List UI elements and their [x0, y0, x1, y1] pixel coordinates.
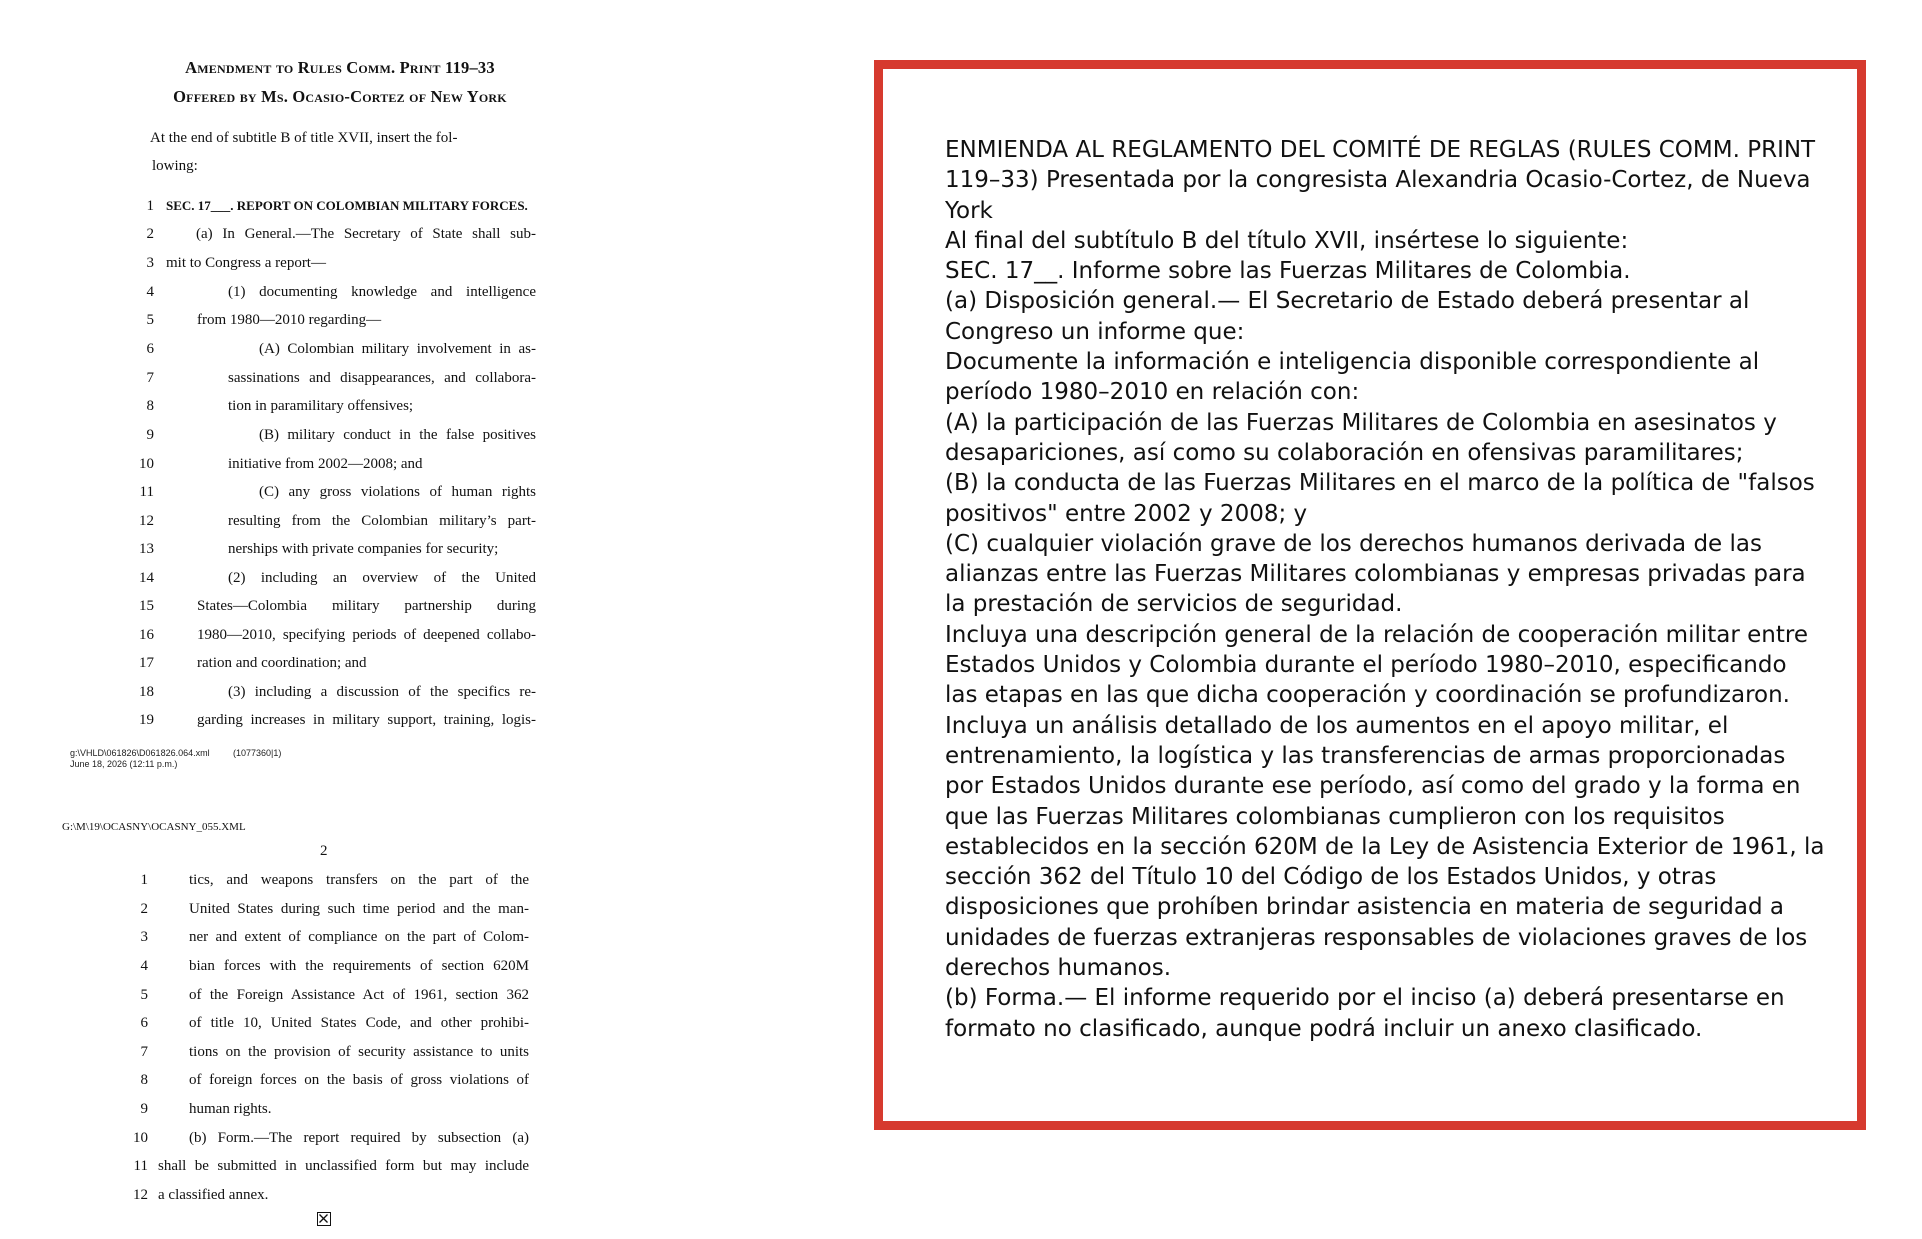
line-text: ration and coordination; and: [197, 655, 367, 671]
line-number: 11: [139, 484, 154, 500]
translation-paragraph: (a) Disposición general.— El Secretario de Estado deberá presentar al Congreso un informe que:: [945, 288, 1750, 345]
line-number: 2: [146, 226, 154, 242]
line-number: 10: [133, 1130, 148, 1146]
line-number: 6: [146, 341, 154, 357]
line-number: 12: [139, 513, 154, 529]
line-number: 7: [146, 370, 154, 386]
original-document-image: [0, 0, 620, 1239]
line-number: 3: [140, 929, 148, 945]
line-number: 1: [140, 872, 148, 888]
line-text: of foreign forces on the basis of gross violations of: [189, 1072, 529, 1088]
line-number: 8: [140, 1072, 148, 1088]
translation-paragraph: Incluya una descripción general de la relación de cooperación militar entre Estados Unidos y Colombia durante el período 1980–2010, especificando las etapas en las que dicha cooperación y coordinación se profundizaron.: [945, 621, 1808, 709]
line-text: tion in paramilitary offensives;: [228, 398, 414, 414]
line-number: 4: [146, 284, 154, 300]
line-text: (a) In General.—The Secretary of State shall sub-: [196, 226, 536, 242]
footer-file-path: g:\VHLD\061826\D061826.064.xml: [70, 748, 210, 758]
line-text: ner and extent of compliance on the part of Colom-: [189, 929, 529, 945]
translation-paragraph: Incluya un análisis detallado de los aumentos en el apoyo militar, el entrenamiento, la logística y las transferencias de armas proporcionadas por Estados Unidos durante ese período, así como del grado y la forma en que las Fuerzas Militares colombianas cumplieron con los requisitos establecidos en la sección 620M de la Ley de Asistencia Exterior de 1961, la sección 362 del Título 10 del Código de los Estados Unidos, y otras disposiciones que prohíben brindar asistencia en materia de seguridad a unidades de fuerzas extranjeras responsables de violaciones graves de los derechos humanos.: [945, 712, 1825, 982]
line-text: tics, and weapons transfers on the part of the: [189, 872, 529, 888]
footer-document-id: (1077360|1): [233, 748, 282, 758]
line-text: States—Colombia military partnership during: [197, 598, 536, 614]
footer-date: June 18, 2026 (12:11 p.m.): [70, 759, 178, 769]
line-text: (1) documenting knowledge and intelligence: [228, 284, 536, 300]
line-text: garding increases in military support, training, logis-: [197, 712, 536, 728]
translation-title: ENMIENDA AL REGLAMENTO DEL COMITÉ DE REGLAS (RULES COMM. PRINT 119–33) Presentada por la congresista Alexandria Ocasio-Cortez, de Nueva York: [945, 137, 1816, 224]
line-number: 10: [139, 456, 154, 472]
translation-panel: [874, 60, 1866, 1130]
line-text: (C) any gross violations of human rights: [259, 484, 536, 500]
line-number: 3: [146, 255, 154, 271]
line-number: 5: [146, 312, 154, 328]
translation-paragraph: Documente la información e inteligencia disponible correspondiente al período 1980–2010 en relación con:: [945, 349, 1760, 406]
line-number: 18: [139, 684, 154, 700]
line-number: 9: [146, 427, 154, 443]
line-number: 2: [140, 901, 148, 917]
line-number: 19: [139, 712, 154, 728]
translation-paragraph: Al final del subtítulo B del título XVII, insértese lo siguiente:: [945, 227, 1629, 254]
line-text: bian forces with the requirements of section 620M: [189, 958, 529, 974]
line-number: 14: [139, 570, 154, 586]
translation-text: [945, 135, 1825, 1044]
line-number: 11: [133, 1158, 148, 1174]
line-text: (3) including a discussion of the specifics re-: [228, 684, 536, 700]
line-text: (b) Form.—The report required by subsection (a): [189, 1130, 529, 1146]
line-number: 1: [146, 198, 154, 214]
line-text: United States during such time period and the man-: [189, 901, 529, 917]
line-text: initiative from 2002—2008; and: [228, 456, 423, 472]
amendment-heading: Amendment to Rules Comm. Print 119–33: [185, 58, 495, 77]
line-text: sassinations and disappearances, and collabora-: [228, 370, 536, 386]
line-number: 16: [139, 627, 154, 643]
line-text: (B) military conduct in the false positives: [259, 427, 536, 443]
intro-line-1: At the end of subtitle B of title XVII, insert the fol-: [150, 130, 458, 146]
line-text: 1980—2010, specifying periods of deepened collabo-: [197, 627, 536, 643]
line-number: 15: [139, 598, 154, 614]
line-number: 9: [140, 1101, 148, 1117]
line-text: human rights.: [189, 1101, 272, 1117]
line-text: mit to Congress a report—: [166, 255, 326, 271]
line-number: 6: [140, 1015, 148, 1031]
line-number: 17: [139, 655, 154, 671]
line-text: a classified annex.: [158, 1187, 269, 1203]
page-2-header-path: G:\M\19\OCASNY\OCASNY_055.XML: [62, 821, 246, 833]
line-text: tions on the provision of security assistance to units: [189, 1044, 529, 1060]
line-number: 8: [146, 398, 154, 414]
translation-paragraph: (B) la conducta de las Fuerzas Militares en el marco de la política de "falsos positivos" entre 2002 y 2008; y: [945, 470, 1815, 527]
page-number: 2: [320, 843, 328, 859]
offered-by-heading: Offered by Ms. Ocasio-Cortez of New York: [173, 87, 507, 106]
translation-paragraph: (b) Forma.— El informe requerido por el inciso (a) deberá presentarse en formato no clasificado, aunque podrá incluir un anexo clasificado.: [945, 985, 1785, 1042]
end-of-document-mark-icon: [317, 1212, 331, 1226]
line-text: (2) including an overview of the United: [228, 570, 536, 586]
line-text: resulting from the Colombian military’s part-: [228, 513, 536, 529]
line-text: nerships with private companies for security;: [228, 541, 499, 557]
intro-line-2: lowing:: [152, 158, 198, 174]
translation-paragraph: (A) la participación de las Fuerzas Militares de Colombia en asesinatos y desapariciones, así como su colaboración en ofensivas paramilitares;: [945, 409, 1777, 466]
line-number: 4: [140, 958, 148, 974]
line-text: shall be submitted in unclassified form but may include: [158, 1158, 529, 1174]
line-number: 13: [139, 541, 154, 557]
line-text: from 1980—2010 regarding—: [197, 312, 382, 328]
translation-paragraph: (C) cualquier violación grave de los derechos humanos derivada de las alianzas entre las Fuerzas Militares colombianas y empresas privadas para la prestación de servicios de seguridad.: [945, 530, 1806, 618]
section-title: SEC. 17___. REPORT ON COLOMBIAN MILITARY FORCES.: [166, 198, 528, 213]
line-text: (A) Colombian military involvement in as-: [259, 341, 536, 357]
line-number: 5: [140, 987, 148, 1003]
line-text: of the Foreign Assistance Act of 1961, section 362: [189, 987, 529, 1003]
line-text: of title 10, United States Code, and other prohibi-: [189, 1015, 529, 1031]
translation-paragraph: SEC. 17__. Informe sobre las Fuerzas Militares de Colombia.: [945, 258, 1631, 285]
line-number: 7: [140, 1044, 148, 1060]
line-number: 12: [133, 1187, 148, 1203]
